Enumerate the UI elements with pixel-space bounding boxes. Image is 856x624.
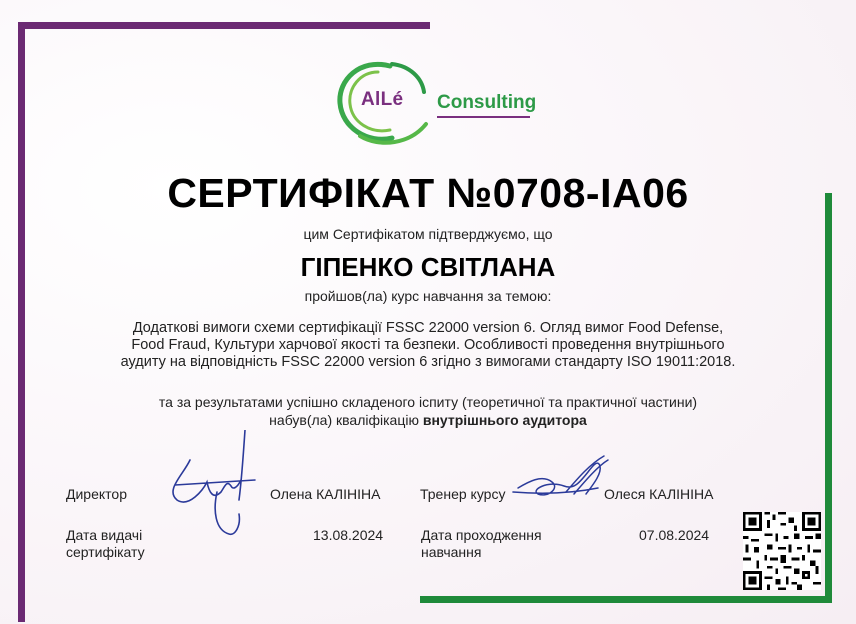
- logo-brand-text: AlLé: [361, 89, 404, 110]
- course-intro: пройшов(ла) курс навчання за темою:: [304, 288, 552, 304]
- qr-code-icon: [743, 512, 821, 590]
- training-date-label-line: навчання: [421, 544, 482, 560]
- training-date-label: [421, 527, 542, 561]
- director-name: Олена КАЛІНІНА: [270, 486, 381, 502]
- recipient-name: ГІПЕНКО СВІТЛАНА: [300, 252, 556, 282]
- issue-date-value: 13.08.2024: [313, 527, 384, 543]
- trainer-role: Тренер курсу: [420, 486, 506, 502]
- issue-date-label-line: сертифікату: [66, 544, 145, 560]
- issue-date-label-line: Дата видачі: [66, 527, 143, 543]
- director-signature-icon: [155, 430, 265, 540]
- confirm-line: цим Сертифікатом підтверджуємо, що: [303, 226, 553, 242]
- trainer-signature-icon: [508, 452, 618, 510]
- issue-date-label: [66, 527, 145, 561]
- logo-consulting-text: Consulting: [437, 92, 537, 113]
- trainer-name: Олеся КАЛІНІНА: [604, 486, 714, 502]
- qualification-value: внутрішнього аудитора: [422, 412, 587, 428]
- course-topic-line: аудиту на відповідність FSSC 22000 version 6 згідно з вимогами стандарту ISO 19011:2018.: [120, 354, 736, 370]
- logo-underline: [437, 116, 530, 118]
- frame-top-border: [18, 22, 430, 29]
- qualification-prefix: набув(ла) кваліфікацію: [269, 412, 419, 428]
- certificate-title: СЕРТИФІКАТ №0708-IA06: [167, 170, 689, 216]
- result-line: та за результатами успішно складеного іспиту (теоретичної та практичної частини): [158, 394, 698, 410]
- qualification-line: [0, 412, 856, 428]
- course-topic-line: Додаткові вимоги схеми сертифікації FSSC 22000 version 6. Огляд вимог Food Defense,: [132, 320, 724, 336]
- director-role: Директор: [66, 486, 127, 502]
- course-topic: [100, 320, 756, 371]
- frame-left-border: [18, 22, 25, 622]
- course-topic-line: Food Fraud, Культури харчової якості та безпеки. Особливості проведення внутрішнього: [131, 337, 725, 353]
- frame-bottom-border: [420, 596, 832, 603]
- training-date-value: 07.08.2024: [639, 527, 710, 543]
- training-date-label-line: Дата проходження: [421, 527, 542, 543]
